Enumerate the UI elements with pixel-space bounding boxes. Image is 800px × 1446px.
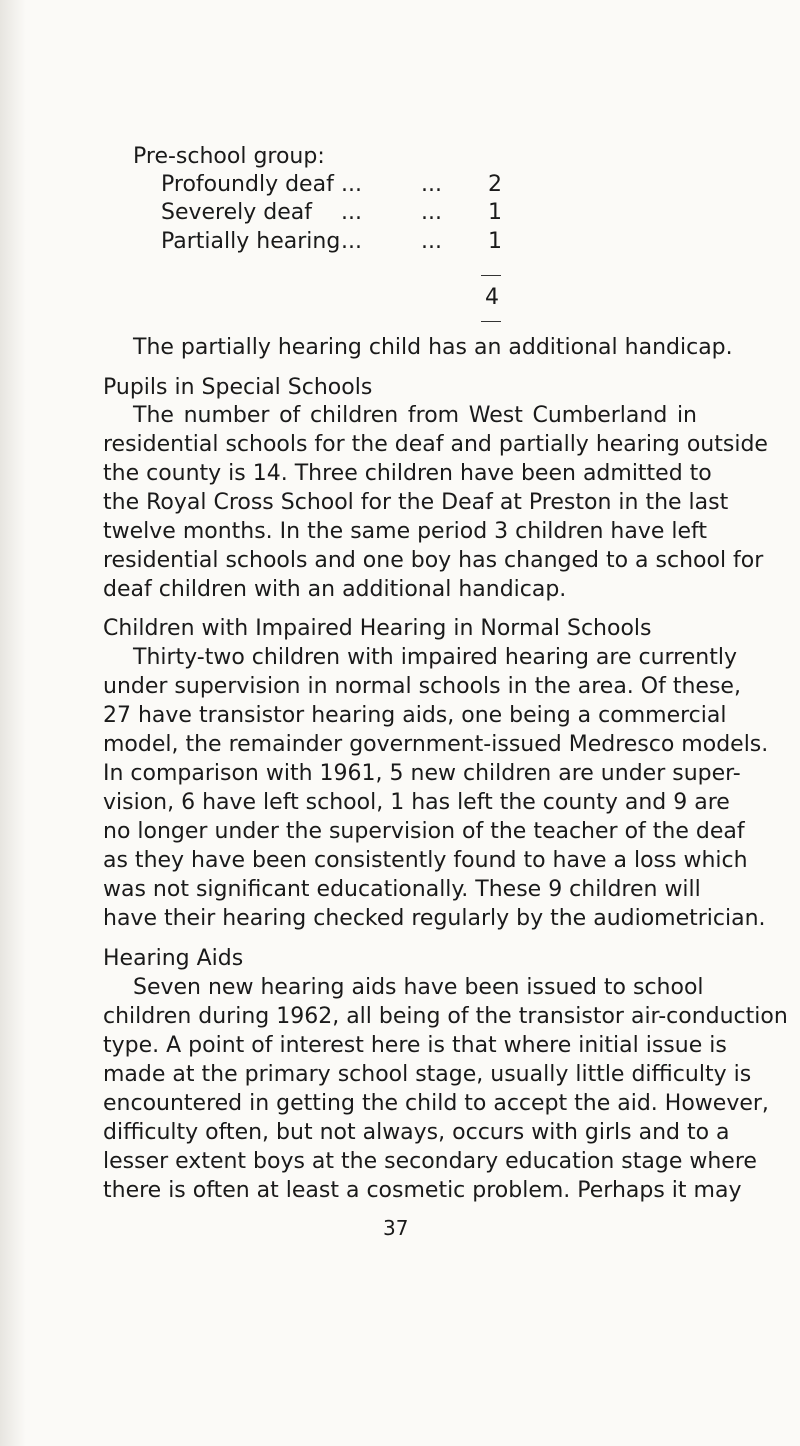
leader-dots: ... <box>341 229 362 254</box>
paragraph-line: encountered in getting the child to accept the aid. However, <box>103 1091 769 1116</box>
paragraph-line: have their hearing checked regularly by the audiometrician. <box>103 906 766 931</box>
section-heading-hearing-aids: Hearing Aids <box>103 946 244 971</box>
paragraph-line: as they have been consistently found to have a loss which <box>103 848 748 873</box>
paragraph-line: deaf children with an additional handicap. <box>103 577 567 602</box>
paragraph-line: the county is 14. Three children have been admitted to <box>103 461 712 486</box>
table-row <box>161 199 521 227</box>
paragraph-line: was not significant educationally. These 9 children will <box>103 877 701 902</box>
paragraph-line: children during 1962, all being of the transistor air-conduction <box>103 1004 788 1029</box>
sum-rule-top <box>481 275 501 276</box>
section-heading-special-schools: Pupils in Special Schools <box>103 375 373 400</box>
paragraph-line: model, the remainder government-issued Medresco models. <box>103 732 769 757</box>
paragraph-line: Thirty-two children with impaired hearing are currently <box>133 645 737 670</box>
paragraph-line: lesser extent boys at the secondary education stage where <box>103 1149 757 1174</box>
paragraph-line: residential schools and one boy has changed to a school for <box>103 548 764 573</box>
preschool-heading: Pre-school group: <box>133 144 325 169</box>
leader-dots: ... <box>421 172 442 197</box>
leader-dots: ... <box>341 172 362 197</box>
binding-shadow <box>0 0 26 1446</box>
paragraph-line: In comparison with 1961, 5 new children are under super- <box>103 761 741 786</box>
table-row <box>161 171 521 199</box>
row-label: Profoundly deaf <box>161 172 334 197</box>
paragraph-line: 27 have transistor hearing aids, one being a commercial <box>103 703 727 728</box>
preschool-note: The partially hearing child has an additional handicap. <box>133 335 733 360</box>
total-value: 4 <box>485 285 499 310</box>
paragraph-line: type. A point of interest here is that where initial issue is <box>103 1033 727 1058</box>
paragraph-line: vision, 6 have left school, 1 has left the county and 9 are <box>103 790 730 815</box>
leader-dots: ... <box>341 200 362 225</box>
paragraph-line: difficulty often, but not always, occurs with girls and to a <box>103 1120 730 1145</box>
leader-dots: ... <box>421 200 442 225</box>
section-heading-normal-schools: Children with Impaired Hearing in Normal Schools <box>103 616 652 641</box>
row-label: Partially hearing <box>161 229 341 254</box>
row-value: 1 <box>488 200 502 225</box>
row-value: 2 <box>488 172 502 197</box>
row-value: 1 <box>488 229 502 254</box>
paragraph-line: no longer under the supervision of the teacher of the deaf <box>103 819 745 844</box>
paragraph-line: twelve months. In the same period 3 children have left <box>103 519 708 544</box>
paragraph-line: the Royal Cross School for the Deaf at Preston in the last <box>103 490 729 515</box>
paragraph-line: Seven new hearing aids have been issued to school <box>133 975 704 1000</box>
paragraph-line: residential schools for the deaf and partially hearing outside <box>103 432 768 457</box>
table-row <box>161 228 521 256</box>
leader-dots: ... <box>421 229 442 254</box>
paragraph-line: The number of children from West Cumberland in <box>133 403 697 428</box>
paragraph-line: there is often at least a cosmetic problem. Perhaps it may <box>103 1178 742 1203</box>
row-label: Severely deaf <box>161 200 313 225</box>
sum-rule-bottom <box>481 321 501 322</box>
page-number: 37 <box>383 1216 409 1240</box>
paragraph-line: made at the primary school stage, usually little difficulty is <box>103 1062 752 1087</box>
paragraph-line: under supervision in normal schools in the area. Of these, <box>103 674 741 699</box>
